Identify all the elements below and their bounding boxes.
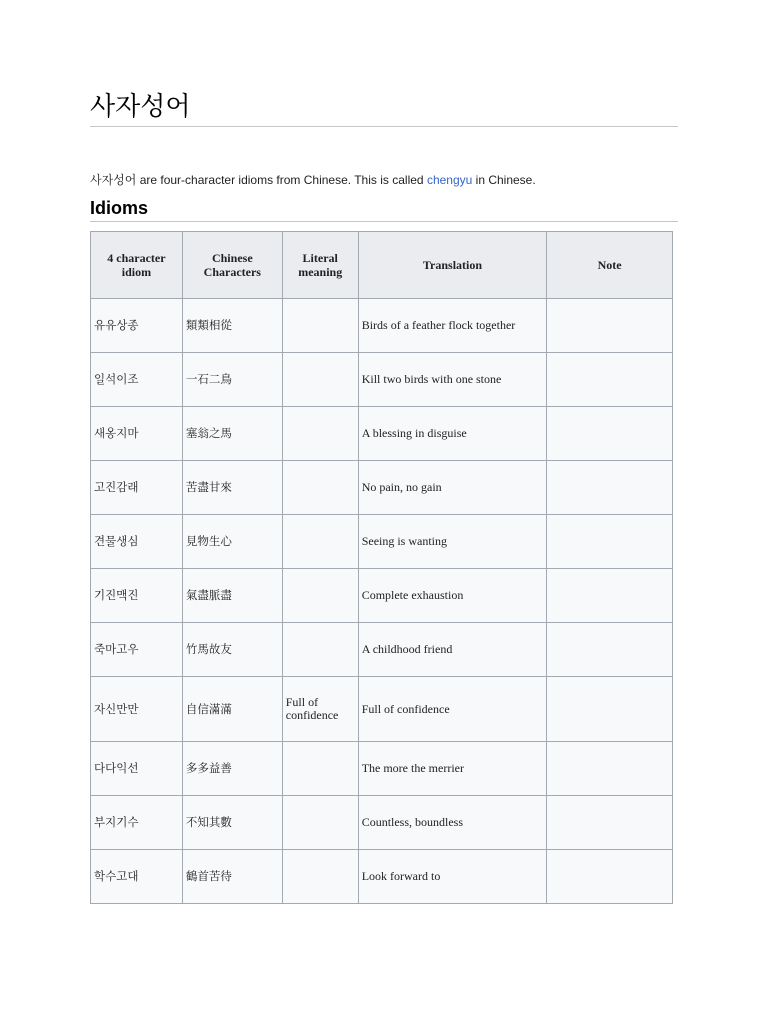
cell-chinese: 多多益善 <box>182 742 282 796</box>
page-title: 사자성어 <box>90 92 678 127</box>
cell-korean: 자신만만 <box>91 677 183 742</box>
section-heading-idioms: Idioms <box>90 197 678 222</box>
cell-note <box>547 623 673 677</box>
table-row <box>91 623 673 677</box>
cell-note <box>547 677 673 742</box>
cell-literal <box>282 796 358 850</box>
cell-literal <box>282 850 358 904</box>
cell-translation: The more the merrier <box>358 742 547 796</box>
cell-note <box>547 353 673 407</box>
cell-translation: Look forward to <box>358 850 547 904</box>
cell-chinese: 鶴首苦待 <box>182 850 282 904</box>
table-row <box>91 407 673 461</box>
cell-korean: 새옹지마 <box>91 407 183 461</box>
table-row <box>91 515 673 569</box>
cell-translation: Birds of a feather flock together <box>358 299 547 353</box>
cell-note <box>547 569 673 623</box>
cell-translation: Seeing is wanting <box>358 515 547 569</box>
cell-translation: Countless, boundless <box>358 796 547 850</box>
cell-note <box>547 515 673 569</box>
cell-chinese: 類類相從 <box>182 299 282 353</box>
cell-chinese: 一石二鳥 <box>182 353 282 407</box>
cell-chinese: 苦盡甘來 <box>182 461 282 515</box>
cell-translation: Complete exhaustion <box>358 569 547 623</box>
cell-chinese: 自信滿滿 <box>182 677 282 742</box>
cell-korean: 고진감래 <box>91 461 183 515</box>
cell-literal <box>282 407 358 461</box>
header-translation: Translation <box>358 232 547 299</box>
cell-chinese: 見物生心 <box>182 515 282 569</box>
cell-korean: 견물생심 <box>91 515 183 569</box>
cell-translation: Full of confidence <box>358 677 547 742</box>
cell-literal <box>282 569 358 623</box>
cell-literal <box>282 515 358 569</box>
cell-chinese: 塞翁之馬 <box>182 407 282 461</box>
cell-note <box>547 850 673 904</box>
cell-chinese: 竹馬故友 <box>182 623 282 677</box>
cell-note <box>547 461 673 515</box>
cell-korean: 죽마고우 <box>91 623 183 677</box>
cell-note <box>547 407 673 461</box>
table-row <box>91 742 673 796</box>
cell-korean: 부지기수 <box>91 796 183 850</box>
cell-korean: 유유상종 <box>91 299 183 353</box>
cell-note <box>547 299 673 353</box>
cell-translation: A childhood friend <box>358 623 547 677</box>
cell-literal <box>282 353 358 407</box>
table-row <box>91 299 673 353</box>
cell-korean: 학수고대 <box>91 850 183 904</box>
cell-literal <box>282 742 358 796</box>
cell-note <box>547 742 673 796</box>
cell-korean: 기진맥진 <box>91 569 183 623</box>
cell-note <box>547 796 673 850</box>
cell-literal: Full of confidence <box>282 677 358 742</box>
table-header-row <box>91 232 673 299</box>
cell-translation: A blessing in disguise <box>358 407 547 461</box>
intro-paragraph <box>90 172 678 188</box>
table-row <box>91 461 673 515</box>
cell-literal <box>282 623 358 677</box>
table-row <box>91 569 673 623</box>
table-row <box>91 677 673 742</box>
cell-chinese: 不知其數 <box>182 796 282 850</box>
cell-literal <box>282 299 358 353</box>
header-note: Note <box>547 232 673 299</box>
cell-korean: 일석이조 <box>91 353 183 407</box>
table-row <box>91 850 673 904</box>
chengyu-link[interactable]: chengyu <box>426 173 473 187</box>
cell-chinese: 氣盡脈盡 <box>182 569 282 623</box>
table-row <box>91 353 673 407</box>
intro-text-before: 사자성어 are four-character idioms from Chinese. This is called <box>90 173 427 187</box>
cell-translation: Kill two birds with one stone <box>358 353 547 407</box>
cell-korean: 다다익선 <box>91 742 183 796</box>
header-4-character-idiom: 4 character idiom <box>91 232 183 299</box>
cell-translation: No pain, no gain <box>358 461 547 515</box>
header-chinese-characters: Chinese Characters <box>182 232 282 299</box>
intro-text-after: in Chinese. <box>472 173 536 187</box>
table-row <box>91 796 673 850</box>
header-literal-meaning: Literal meaning <box>282 232 358 299</box>
idioms-table <box>90 231 673 904</box>
cell-literal <box>282 461 358 515</box>
